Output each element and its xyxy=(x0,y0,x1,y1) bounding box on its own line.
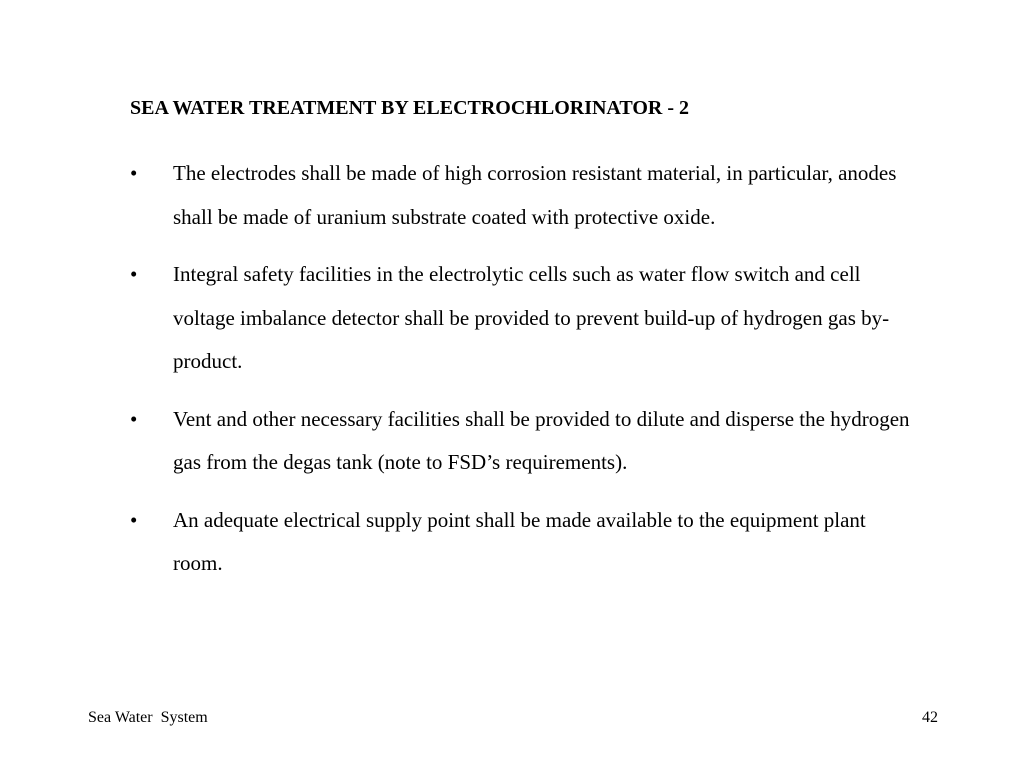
footer-label: Sea Water System xyxy=(88,709,208,726)
bullet-dot-icon: • xyxy=(130,507,138,532)
bullet-text: Vent and other necessary facilities shall be provided to dilute and disperse the hydrogen gas from the degas tank (note to FSD’s requirements). xyxy=(173,406,910,474)
bullet-text: Integral safety facilities in the electrolytic cells such as water flow switch and cell voltage imbalance detector shall be provided to prevent build-up of hydrogen gas by-product. xyxy=(173,262,890,373)
bullet-item xyxy=(130,398,920,485)
bullet-list xyxy=(130,152,920,600)
bullet-text: The electrodes shall be made of high corrosion resistant material, in particular, anodes shall be made of uranium substrate coated with protective oxide. xyxy=(173,161,897,229)
bullet-item xyxy=(130,499,920,586)
bullet-item xyxy=(130,253,920,384)
page-number: 42 xyxy=(922,709,938,726)
bullet-dot-icon: • xyxy=(130,406,138,431)
bullet-dot-icon: • xyxy=(130,262,138,286)
bullet-item xyxy=(130,152,920,239)
slide-title: SEA WATER TREATMENT BY ELECTROCHLORINATOR - 2 xyxy=(130,97,690,119)
bullet-dot-icon: • xyxy=(130,161,138,185)
bullet-text: An adequate electrical supply point shall be made available to the equipment plant room. xyxy=(173,507,866,575)
